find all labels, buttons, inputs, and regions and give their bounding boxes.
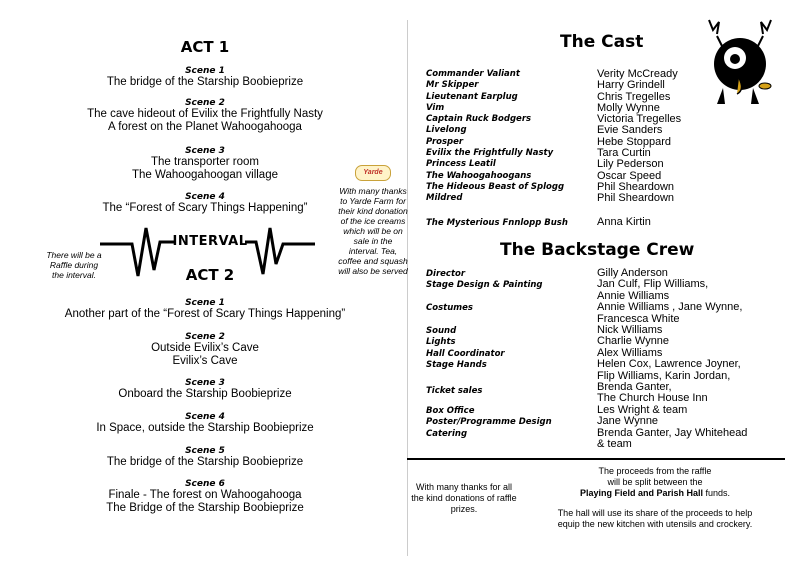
crew-role: Hall Coordinator (426, 348, 505, 359)
scene-heading: Scene 6 (185, 479, 225, 489)
cast-roles (426, 69, 564, 205)
crew-title: The Backstage Crew (500, 240, 695, 260)
crew-role: Costumes (426, 303, 473, 314)
yarde-farm-logo: Yarde (355, 165, 391, 181)
crew-role: Box Office (426, 405, 475, 416)
scene-location: The cave hideout of Evilix the Frightfully Nasty (87, 108, 323, 120)
raffle-note: There will be a Raffle during the interval. (46, 250, 102, 280)
scene-heading: Scene 3 (185, 146, 225, 156)
cast-role: Princess Leatil (426, 159, 496, 170)
scene-heading: Scene 2 (185, 332, 225, 342)
scene-location: The Wahoogahoogan village (132, 169, 278, 181)
cast-actor: Lily Pederson (597, 158, 664, 171)
cast-role: Commander Valiant (426, 69, 520, 79)
crew-role: Stage Hands (426, 360, 487, 371)
scene-location: Outside Evilix’s Cave (151, 342, 259, 354)
scene-heading: Scene 4 (185, 412, 225, 422)
scene-location: A forest on the Planet Wahoogahooga (108, 121, 302, 133)
act2-scene-1 (30, 298, 380, 332)
crew-name: Jan Culf, Flip Williams, (597, 278, 709, 291)
scene-location: Finale - The forest on Wahoogahooga (108, 489, 302, 501)
cast-actor: Tara Curtin (597, 147, 651, 160)
cast-actors (597, 69, 681, 205)
crew-name: Brenda Ganter, Jay Whitehead (597, 426, 748, 439)
cast-title: The Cast (560, 32, 644, 52)
crew-role: Stage Design & Painting (426, 280, 543, 291)
act2-scene-6 (30, 479, 380, 515)
crew-name: Helen Cox, Lawrence Joyner, (597, 358, 741, 371)
act2-scene-4 (30, 412, 380, 446)
scene-location: Onboard the Starship Boobieprize (118, 388, 292, 400)
cast-actor: Evie Sanders (597, 124, 663, 137)
yarde-farm-note: With many thanks to Yarde Farm for their kind donation of the ice creams which will be on sale in the interval. Tea, coffee and squash will also be served (338, 186, 408, 276)
cast-role: Captain Ruck Bodgers (426, 114, 532, 125)
cast-role: Mr Skipper (426, 80, 479, 91)
crew-name: Gilly Anderson (597, 267, 668, 279)
crew-role: Catering (426, 428, 468, 439)
crew-role: Ticket sales (426, 385, 483, 396)
page-fold-line (407, 20, 408, 556)
crew-name: Annie Williams (597, 289, 670, 302)
crew-row (426, 416, 786, 427)
cast-role: The Hideous Beast of Splogg (426, 181, 565, 192)
act1-scene-3 (60, 146, 350, 192)
crew-row (426, 382, 786, 405)
scene-heading: Scene 1 (185, 298, 225, 308)
crew-name: Francesca White (597, 312, 680, 325)
hall-line-2: equip the new kitchen with utensils and crockery. (557, 519, 753, 529)
alien-mascot-icon (695, 14, 785, 110)
scene-heading: Scene 4 (185, 192, 225, 202)
scene-location: The bridge of the Starship Boobieprize (106, 76, 304, 88)
cast-role: Mildred (426, 193, 463, 204)
act2-scene-2 (30, 332, 380, 378)
cast-role: Lieutenant Earplug (426, 91, 518, 102)
act1-scene-2 (60, 98, 350, 146)
crew-row (426, 428, 786, 451)
cast-actor: Victoria Tregelles (597, 113, 682, 126)
footer-divider (407, 458, 785, 460)
cast-actor: Chris Tregelles (597, 90, 671, 103)
scene-location: Another part of the “Forest of Scary Things Happening” (64, 308, 346, 320)
crew-name: & team (597, 437, 632, 450)
scene-location: In Space, outside the Starship Boobieprize (96, 422, 314, 434)
crew-name: Les Wright & team (597, 403, 688, 416)
act2-scene-5 (30, 446, 380, 479)
cast-actor: Phil Sheardown (597, 192, 675, 205)
cast-role: The Wahoogahoogans (426, 170, 532, 181)
crew-name: Annie Williams , Jane Wynne, (597, 301, 743, 314)
cast-actor: Verity McCready (597, 68, 678, 80)
crew-role: Sound (426, 325, 457, 336)
scene-location: The bridge of the Starship Boobieprize (106, 456, 304, 468)
scene-heading: Scene 5 (185, 446, 225, 456)
cast-role: Prosper (426, 136, 464, 147)
crew-role: Lights (426, 337, 456, 348)
proceeds-line-3 (525, 488, 785, 499)
crew-name: Nick Williams (597, 323, 663, 336)
cast-role: Vim (426, 102, 445, 113)
crew-list (426, 268, 786, 450)
crew-row (426, 359, 786, 382)
cast-role-fnnlopp: The Mysterious Fnnlopp Bush (426, 218, 568, 228)
proceeds-end: funds. (703, 488, 731, 498)
act1-title: ACT 1 (180, 38, 230, 56)
crew-row (426, 279, 786, 302)
crew-name: The Church House Inn (597, 392, 708, 405)
crew-role: Director (426, 269, 466, 279)
crew-role: Poster/Programme Design (426, 417, 552, 428)
proceeds-beneficiary: Playing Field and Parish Hall (579, 488, 703, 498)
proceeds-line-1: The proceeds from the raffle (598, 466, 712, 476)
act2-title: ACT 2 (185, 266, 235, 284)
scene-heading: Scene 3 (185, 378, 225, 388)
cast-actor-fnnlopp: Anna Kirtin (597, 216, 651, 228)
proceeds-note (525, 466, 785, 530)
hall-line-1: The hall will use its share of the proceeds to help (557, 508, 753, 518)
interval-label: INTERVAL (172, 234, 248, 249)
scene-heading: Scene 1 (185, 66, 225, 76)
cast-actor: Phil Sheardown (597, 180, 675, 193)
cast-actor: Hebe Stoppard (597, 135, 671, 148)
cast-role: Evilix the Frightfully Nasty (426, 148, 554, 159)
proceeds-line-2: will be split between the (607, 477, 703, 487)
scene-location: The Bridge of the Starship Boobieprize (106, 502, 304, 514)
crew-name: Alex Williams (597, 346, 663, 359)
scene-heading: Scene 2 (185, 98, 225, 108)
scene-location: Evilix’s Cave (172, 355, 238, 367)
raffle-thanks: With many thanks for all the kind donations of raffle prizes. (411, 482, 517, 514)
crew-row (426, 302, 786, 325)
scene-location: The “Forest of Scary Things Happening” (102, 202, 308, 214)
act2-scenes (30, 298, 380, 515)
crew-name: Charlie Wynne (597, 335, 670, 348)
cast-role: Livelong (426, 125, 467, 136)
act1-scene-1 (60, 66, 350, 98)
crew-name: Jane Wynne (597, 415, 659, 428)
cast-actor: Molly Wynne (597, 101, 660, 114)
cast-actor: Harry Grindell (597, 79, 665, 92)
scene-location: The transporter room (150, 156, 259, 168)
cast-actor: Oscar Speed (597, 169, 662, 182)
act1-scene-4 (60, 192, 350, 215)
crew-name: Flip Williams, Karin Jordan, (597, 369, 731, 382)
crew-name: Brenda Ganter, (597, 380, 672, 393)
act2-scene-3 (30, 378, 380, 412)
act1-scenes (60, 66, 350, 215)
